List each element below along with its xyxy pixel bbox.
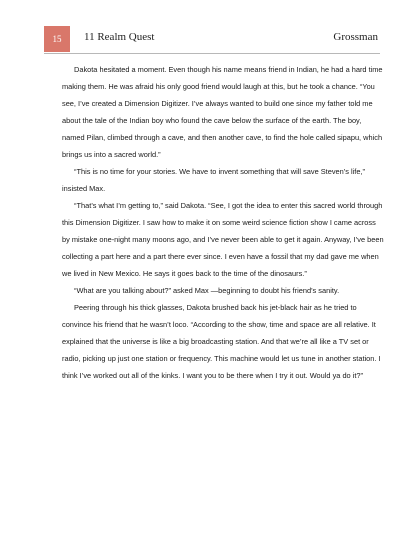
- book-title: 11 Realm Quest: [84, 31, 155, 43]
- paragraph: Peering through his thick glasses, Dakota brushed back his jet-black hair as he tried to convince his friend that he wasn’t loco. “According to the show, time and space are all relative. It explained that the universe is like a big broadcasting station. And that we’re all like a TV set or radio, picking up just one station or frequency. This machine would let us tune in another station. I think I’ve worked out all of the kinks. I want you to be there when I try it out. Would ya do it?”: [62, 303, 381, 380]
- header-divider: [44, 53, 380, 54]
- paragraph: “This is no time for your stories. We have to invent something that will save Steven’s life,” insisted Max.: [62, 167, 365, 193]
- page-header: [0, 0, 420, 54]
- page-body: [62, 61, 384, 384]
- page-number-badge: 15: [44, 26, 70, 52]
- author-name: Grossman: [333, 31, 378, 43]
- paragraph: “What are you talking about?” asked Max —beginning to doubt his friend’s sanity.: [74, 286, 340, 295]
- paragraph: “That’s what I’m getting to,” said Dakota. “See, I got the idea to enter this sacred world through this Dimension Digitizer. I saw how to make it on some weird science fiction show I came across by mistake one-night many moons ago, and I’ve never been able to get it again. Anyway, I’ve been collecting a part here and a part there ever since. I even have a fossil that my dad gave me when we lived in New Mexico. He says it goes back to the time of the dinosaurs.”: [62, 201, 384, 278]
- paragraph: Dakota hesitated a moment. Even though his name means friend in Indian, he had a hard time making them. He was afraid his only good friend would laugh at this, but he took a chance. “You see, I’ve created a Dimension Digitizer. I’ve always wanted to build one since my father told me about the tale of the Indian boy who found the cave below the surface of the earth. The boy, named Pilan, climbed through a cave, and then another cave, to find the hole called sipapu, which brings us into a sacred world.”: [62, 65, 383, 159]
